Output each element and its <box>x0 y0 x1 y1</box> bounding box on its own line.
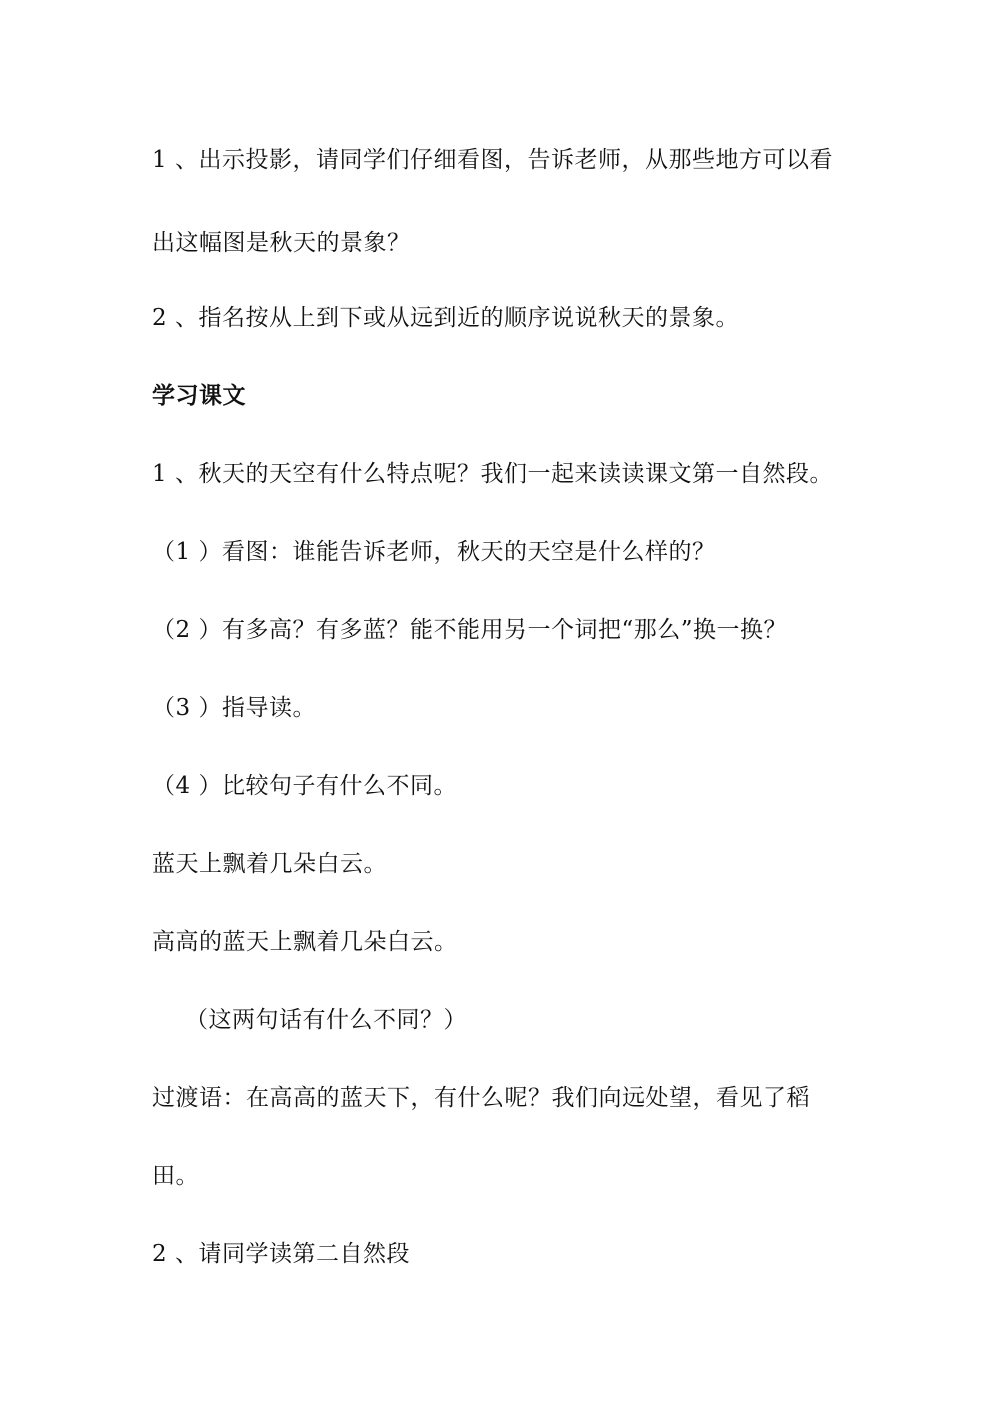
paragraph-line: 2 、指名按从上到下或从远到近的顺序说说秋天的景象。 <box>152 305 739 331</box>
paragraph-line: 1 、出示投影，请同学们仔细看图，告诉老师，从那些地方可以看 <box>152 147 833 173</box>
sub-item-line: （3 ）指导读。 <box>152 695 316 721</box>
paragraph-line: 过渡语：在高高的蓝天下，有什么呢？我们向远处望，看见了稻 <box>152 1085 810 1111</box>
example-sentence: 高高的蓝天上飘着几朵白云。 <box>152 929 458 955</box>
section-heading: 学习课文 <box>152 382 246 409</box>
note-line: （这两句话有什么不同？） <box>185 1007 467 1033</box>
sub-item-line: （2 ）有多高？有多蓝？能不能用另一个词把“那么”换一换？ <box>152 617 787 643</box>
paragraph-line: 出这幅图是秋天的景象？ <box>152 230 411 256</box>
sub-item-line: （1 ）看图：谁能告诉老师，秋天的天空是什么样的？ <box>152 539 716 565</box>
paragraph-line: 1 、秋天的天空有什么特点呢？我们一起来读读课文第一自然段。 <box>152 461 833 487</box>
example-sentence: 蓝天上飘着几朵白云。 <box>152 851 387 877</box>
sub-item-line: （4 ）比较句子有什么不同。 <box>152 773 457 799</box>
paragraph-line: 2 、请同学读第二自然段 <box>152 1241 410 1267</box>
paragraph-line: 田。 <box>152 1163 199 1189</box>
